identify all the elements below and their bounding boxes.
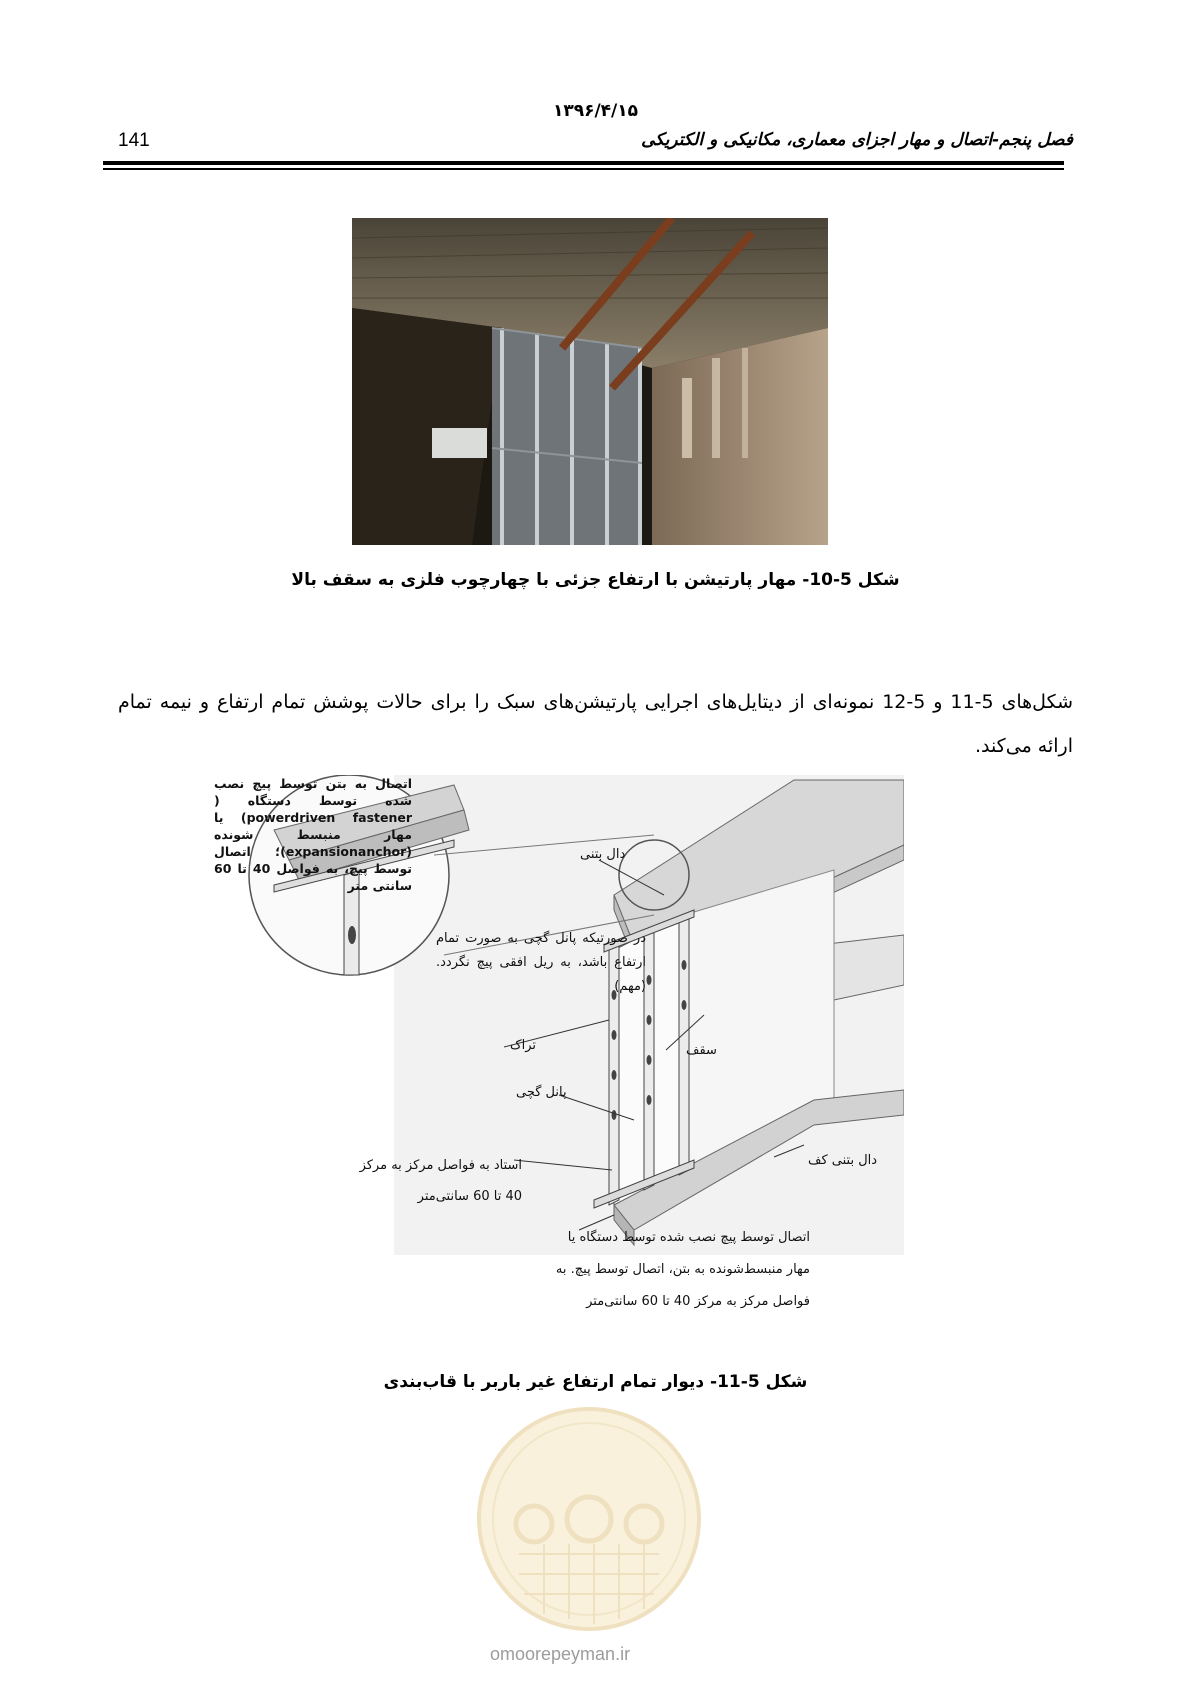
chapter-title: فصل پنجم-اتصال و مهار اجزای معماری، مکانیکی و الکتریکی — [641, 130, 1073, 150]
figure-caption: شکل 5-10- مهار پارتیشن با ارتفاع جزئی با چهارچوب فلزی به سقف بالا — [291, 570, 900, 590]
page-number: 141 — [118, 130, 150, 151]
label-floor-slab: دال بتنی کف — [808, 1153, 878, 1168]
body-paragraph: شکل‌های 5-11 و 5-12 نمونه‌ای از دیتایل‌های اجرایی پارتیشن‌های سبک را برای حالات پوشش تمام ارتفاع و نیمه تمام ارائه می‌کند. — [118, 691, 1073, 757]
partition-bracing-photo — [352, 218, 828, 545]
label-ceiling: سقف — [686, 1043, 717, 1058]
watermark-url: omoorepeyman.ir — [490, 1644, 631, 1664]
header-rule-thick — [103, 161, 1064, 165]
label-track: تراک — [510, 1038, 537, 1053]
figure-caption: شکل 5-11- دیوار تمام ارتفاع غیر باربر با قاب‌بندی — [383, 1372, 808, 1392]
label-full-height-note: در صورتیکه پانل گچی به صورت تمام ارتفاع باشد، به ریل افقی پیچ نگردد. (مهم) — [436, 931, 646, 994]
label-gypsum-panel: پانل گچی — [516, 1085, 567, 1100]
header-rule-thin — [103, 168, 1064, 170]
label-floor-connection: اتصال توسط پیچ نصب شده توسط دستگاه یا مهار منبسط‌شونده به بتن، اتصال توسط پیچ. به فواصل مرکز به مرکز 40 تا 60 سانتی‌متر — [555, 1230, 810, 1309]
label-concrete-slab: دال بتنی — [580, 847, 626, 862]
label-stud-spacing: استاد به فواصل مرکز به مرکز 40 تا 60 سانتی‌متر — [359, 1158, 522, 1204]
label-concrete-connection: اتصال به بتن توسط پیچ نصب شده توسط دستگاه ( powerdriven fastener) یا مهار منبسط شونده (expansionanchor)؛ اتصال توسط پیچ، به فواصل 40 تا 60 سانتی متر — [214, 776, 413, 893]
document-date: ۱۳۹۶/۴/۱۵ — [552, 101, 639, 121]
wall-framing-diagram — [214, 775, 904, 1309]
